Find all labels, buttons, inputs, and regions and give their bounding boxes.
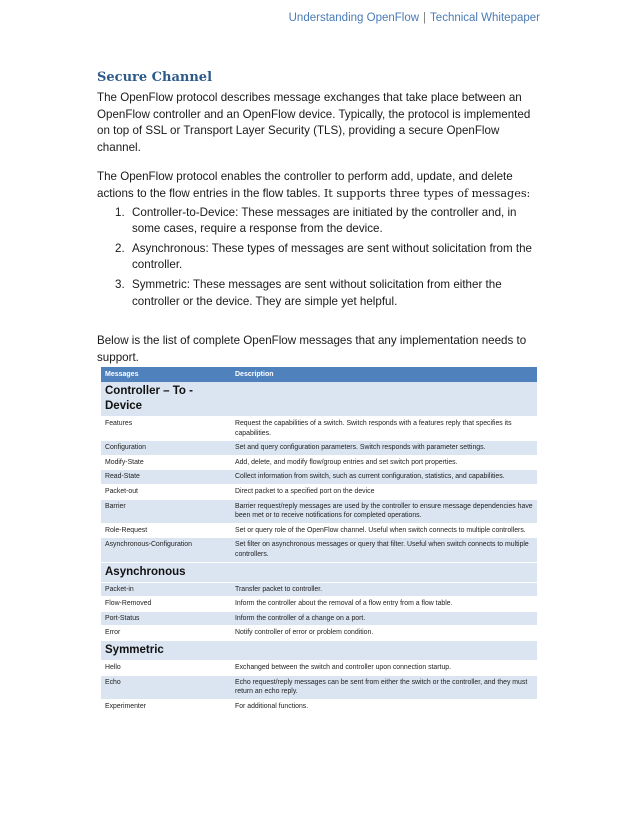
section-title: Secure Channel — [97, 70, 213, 85]
message-name: Barrier — [101, 499, 231, 523]
message-name: Modify-State — [101, 455, 231, 470]
message-description: Inform the controller of a change on a port. — [231, 611, 537, 626]
message-name: Configuration — [101, 441, 231, 456]
table-row — [101, 455, 537, 470]
message-name: Port-Status — [101, 611, 231, 626]
table-row — [101, 582, 537, 597]
list-item — [97, 205, 545, 238]
list-item-text: Asynchronous: These types of messages are sent without solicitation from the controller. — [132, 241, 532, 272]
actions-paragraph-serif: It supports three types of messages: — [323, 186, 531, 200]
message-description: Barrier request/reply messages are used by the controller to ensure message dependencies have been met or to receive notifications for completed operations. — [231, 499, 537, 523]
message-description: Echo request/reply messages can be sent from either the switch or the controller, and they must return an echo reply. — [231, 675, 537, 699]
message-name: Packet-in — [101, 582, 231, 597]
list-item-number: 1. — [115, 205, 125, 219]
table-header-row — [101, 367, 537, 382]
message-name: Packet-out — [101, 484, 231, 499]
message-description: Add, delete, and modify flow/group entries and set switch port properties. — [231, 455, 537, 470]
intro-paragraph: The OpenFlow protocol describes message exchanges that take place between an OpenFlow controller and an OpenFlow device. Typically, the protocol is implemented on top of SSL or Transport Layer Security (TLS), providing a secure OpenFlow channel. — [97, 91, 531, 154]
message-name: Error — [101, 626, 231, 641]
group-row-asynchronous — [101, 562, 537, 582]
table-row — [101, 611, 537, 626]
table-row — [101, 441, 537, 456]
list-item-text: Controller-to-Device: These messages are initiated by the controller and, in some cases, require a response from the device. — [132, 205, 517, 236]
table-row — [101, 660, 537, 675]
messages-table — [101, 367, 537, 714]
group-title: Asynchronous — [101, 562, 231, 582]
main-content — [97, 70, 545, 366]
message-description: Request the capabilities of a switch. Switch responds with a features reply that specifies its capabilities. — [231, 417, 537, 441]
table-row — [101, 417, 537, 441]
table-row — [101, 626, 537, 641]
table-row — [101, 699, 537, 714]
message-description: Set and query configuration parameters. Switch responds with parameter settings. — [231, 441, 537, 456]
message-name: Echo — [101, 675, 231, 699]
list-item-number: 2. — [115, 241, 125, 255]
actions-paragraph-main: The OpenFlow protocol enables the controller to perform add, update, and delete actions to the flow entries in the flow tables. — [97, 170, 513, 200]
group-title: Controller – To - Device — [101, 382, 231, 417]
message-description: Transfer packet to controller. — [231, 582, 537, 597]
list-item — [97, 277, 545, 310]
table-row — [101, 470, 537, 485]
message-description: Set filter on asynchronous messages or query that filter. Useful when switch connects to multiple controllers. — [231, 538, 537, 562]
message-name: Features — [101, 417, 231, 441]
message-name: Role-Request — [101, 523, 231, 538]
message-description: Inform the controller about the removal of a flow entry from a flow table. — [231, 597, 537, 612]
header-title: Understanding OpenFlow — [288, 12, 420, 24]
column-header-description: Description — [231, 367, 537, 382]
table-intro-paragraph: Below is the list of complete OpenFlow messages that any implementation needs to support. — [97, 334, 527, 364]
message-description: Notify controller of error or problem condition. — [231, 626, 537, 641]
message-name: Experimenter — [101, 699, 231, 714]
message-name: Read-State — [101, 470, 231, 485]
table-row — [101, 523, 537, 538]
table-row — [101, 597, 537, 612]
message-description: Exchanged between the switch and controller upon connection startup. — [231, 660, 537, 675]
message-name: Hello — [101, 660, 231, 675]
page-header — [289, 12, 540, 24]
group-row-controller-to-device — [101, 382, 537, 417]
header-subtitle: Technical Whitepaper — [430, 12, 540, 24]
message-description: Direct packet to a specified port on the device — [231, 484, 537, 499]
table-row — [101, 499, 537, 523]
header-separator: | — [423, 12, 427, 24]
message-name: Flow-Removed — [101, 597, 231, 612]
message-description: Set or query role of the OpenFlow channel. Useful when switch connects to multiple controllers. — [231, 523, 537, 538]
group-row-symmetric — [101, 640, 537, 660]
message-name: Asynchronous-Configuration — [101, 538, 231, 562]
message-types-list — [97, 205, 545, 311]
table-row — [101, 538, 537, 562]
list-item-number: 3. — [115, 277, 125, 291]
table-row — [101, 484, 537, 499]
actions-paragraph — [97, 169, 545, 202]
messages-table-wrapper — [101, 367, 537, 714]
table-row — [101, 675, 537, 699]
list-item-text: Symmetric: These messages are sent without solicitation from either the controller or the device. They are simple yet helpful. — [132, 277, 502, 308]
message-description: For additional functions. — [231, 699, 537, 714]
column-header-messages: Messages — [101, 367, 231, 382]
group-title: Symmetric — [101, 640, 231, 660]
list-item — [97, 241, 545, 274]
message-description: Collect information from switch, such as current configuration, statistics, and capabilities. — [231, 470, 537, 485]
